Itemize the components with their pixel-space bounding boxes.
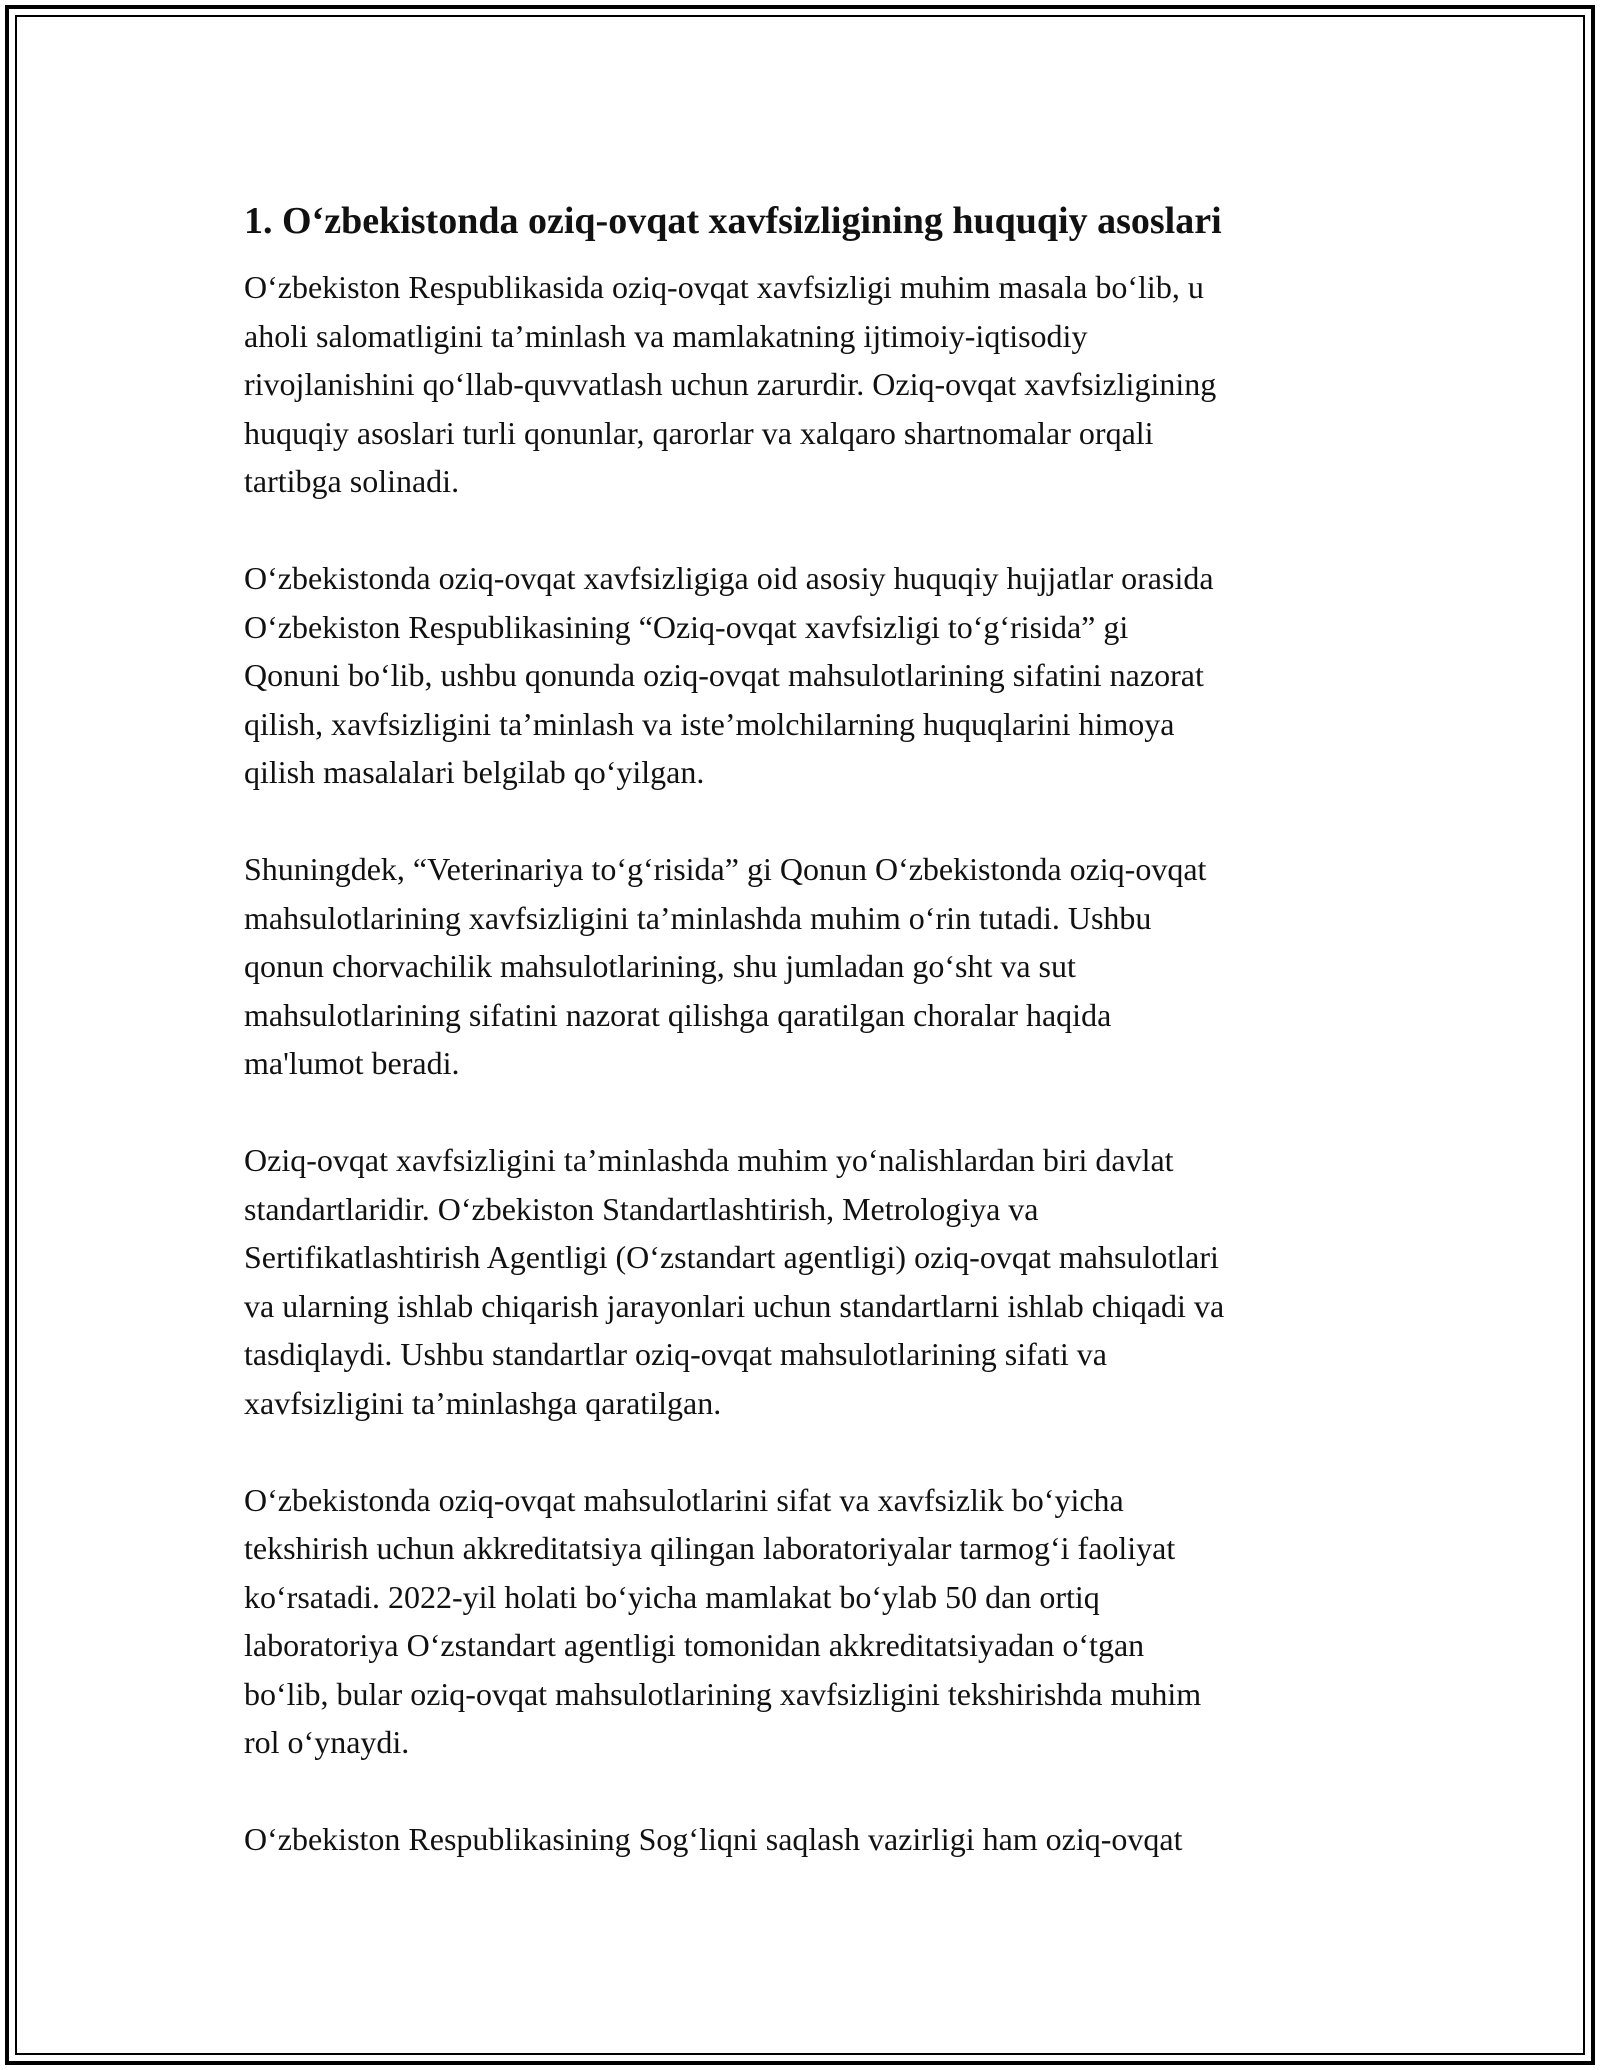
text-line: Sertifikatlashtirish Agentligi (O‘zstandart agentligi) oziq-ovqat mahsulotlari [244, 1239, 1219, 1275]
text-line: O‘zbekiston Respublikasining Sog‘liqni saqlash vazirligi ham oziq-ovqat [244, 1821, 1183, 1857]
text-line: xavfsizligini ta’minlashga qaratilgan. [244, 1384, 722, 1421]
section-heading: 1. O‘zbekistonda oziq-ovqat xavfsizligining huquqiy asoslari [244, 200, 1222, 242]
paragraph-food-safety-law [244, 554, 1374, 797]
text-line: ma'lumot beradi. [244, 1045, 460, 1081]
text-line: qilish, xavfsizligini ta’minlash va iste’molchilarning huquqlarini himoya [244, 705, 1175, 742]
text-line: va ularning ishlab chiqarish jarayonlari uchun standartlarni ishlab chiqadi va [244, 1287, 1225, 1324]
paragraph-veterinary-law [244, 845, 1374, 1088]
text-line: O‘zbekiston Respublikasida oziq-ovqat xavfsizligi muhim masala bo‘lib, u [244, 269, 1204, 305]
text-line: O‘zbekistonda oziq-ovqat xavfsizligiga oid asosiy huquqiy hujjatlar orasida [244, 560, 1214, 596]
text-line: laboratoriya O‘zstandart agentligi tomonidan akkreditatsiyadan o‘tgan [244, 1627, 1145, 1663]
text-line: qonun chorvachilik mahsulotlarining, shu jumladan go‘sht va sut [244, 948, 1076, 984]
text-line: bo‘lib, bular oziq-ovqat mahsulotlarining xavfsizligini tekshirishda muhim [244, 1675, 1202, 1712]
text-line: qilish masalalari belgilab qo‘yilgan. [244, 754, 705, 790]
text-line: rivojlanishini qo‘llab-quvvatlash uchun zarurdir. Oziq-ovqat xavfsizligining [244, 366, 1217, 402]
document-content [244, 197, 1374, 1912]
paragraph-state-standards [244, 1136, 1374, 1427]
text-line: O‘zbekiston Respublikasining “Oziq-ovqat xavfsizligi to‘g‘risida” gi [244, 608, 1129, 645]
text-line: Qonuni bo‘lib, ushbu qonunda oziq-ovqat mahsulotlarining sifatini nazorat [244, 657, 1204, 693]
paragraph-legal-basis [244, 263, 1374, 506]
text-line: Shuningdek, “Veterinariya to‘g‘risida” gi Qonun O‘zbekistonda oziq-ovqat [244, 851, 1207, 887]
paragraph-ministry-of-health [244, 1815, 1374, 1864]
paragraph-laboratories [244, 1476, 1374, 1767]
text-line: tartibga solinadi. [244, 463, 460, 499]
text-line: mahsulotlarining xavfsizligini ta’minlashda muhim o‘rin tutadi. Ushbu [244, 899, 1152, 936]
page-frame [5, 5, 1595, 2065]
text-line: tekshirish uchun akkreditatsiya qilingan laboratoriyalar tarmog‘i faoliyat [244, 1530, 1176, 1566]
text-line: mahsulotlarining sifatini nazorat qilishga qaratilgan choralar haqida [244, 996, 1112, 1033]
text-line: O‘zbekistonda oziq-ovqat mahsulotlarini sifat va xavfsizlik bo‘yicha [244, 1481, 1124, 1518]
text-line: ko‘rsatadi. 2022-yil holati bo‘yicha mamlakat bo‘ylab 50 dan ortiq [244, 1578, 1100, 1615]
text-line: standartlaridir. O‘zbekiston Standartlashtirish, Metrologiya va [244, 1190, 1039, 1227]
text-line: huquqiy asoslari turli qonunlar, qarorlar va xalqaro shartnomalar orqali [244, 414, 1154, 451]
text-line: tasdiqlaydi. Ushbu standartlar oziq-ovqat mahsulotlarining sifati va [244, 1336, 1107, 1372]
text-line: Oziq-ovqat xavfsizligini ta’minlashda muhim yo‘nalishlardan biri davlat [244, 1142, 1174, 1178]
text-line: rol o‘ynaydi. [244, 1724, 410, 1760]
text-line: aholi salomatligini ta’minlash va mamlakatning ijtimoiy-iqtisodiy [244, 317, 1088, 354]
